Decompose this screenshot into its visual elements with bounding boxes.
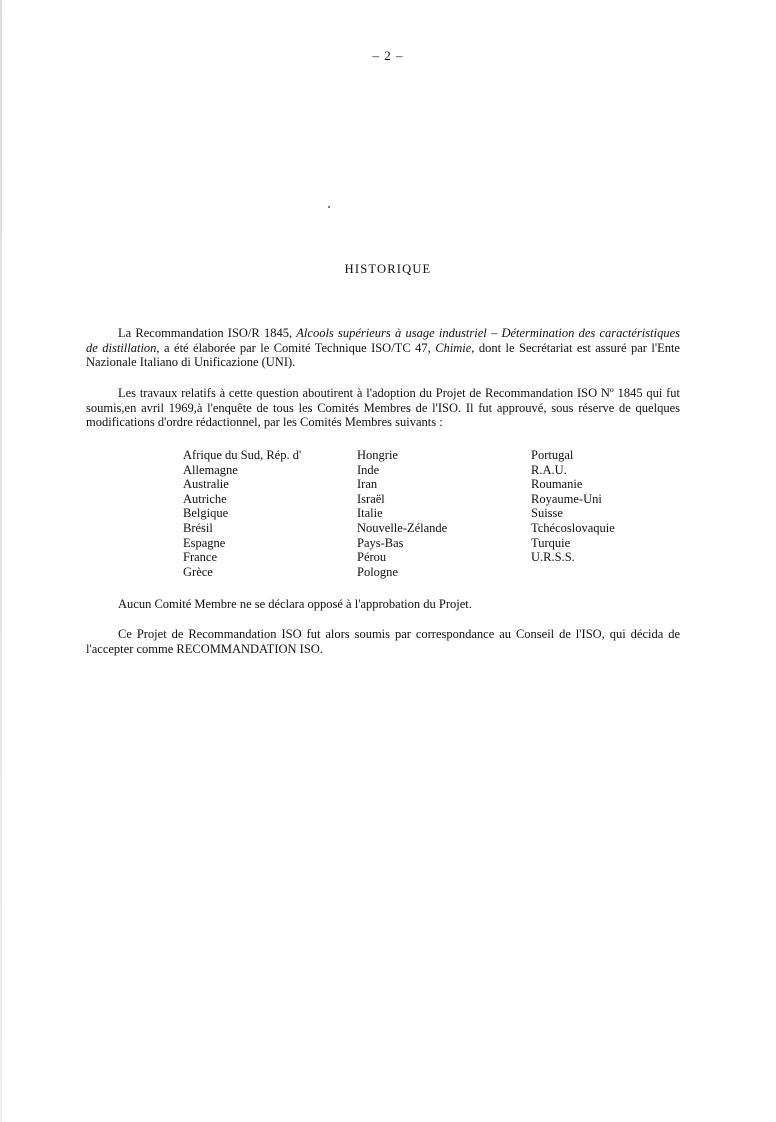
member-column-2 <box>357 448 447 579</box>
member-body: France <box>183 550 218 565</box>
member-body: Brésil <box>183 520 213 535</box>
member-body: Belgique <box>183 506 229 521</box>
member-body: Autriche <box>183 491 227 506</box>
member-body: Espagne <box>183 535 226 550</box>
paragraph-history <box>86 326 680 370</box>
member-body: Pays-Bas <box>357 535 404 550</box>
member-body: Royaume-Uni <box>531 491 602 506</box>
member-body: Suisse <box>531 506 563 521</box>
member-body: Pologne <box>357 564 398 579</box>
scan-edge <box>0 0 2 1122</box>
member-body: U.R.S.S. <box>531 550 575 565</box>
member-bodies-list <box>183 448 663 588</box>
member-body: Portugal <box>531 448 574 462</box>
member-body: Pérou <box>357 550 387 565</box>
member-body: Afrique du Sud, Rép. d' <box>183 448 302 462</box>
paragraph-text: dont le Secrétariat est assuré par l'Ente Nazionale Italiano di Unificazione (UNI). <box>86 340 680 370</box>
scan-speck <box>328 206 330 208</box>
member-body: Inde <box>357 462 380 477</box>
paragraph-approval <box>86 386 680 430</box>
member-body: Grèce <box>183 564 213 579</box>
paragraph-text: Ce Projet de Recommandation ISO fut alors soumis par correspondance au Conseil de l'ISO, qui décida de l'accepter comme RECOMMANDATION ISO. <box>86 627 680 656</box>
paragraph-no-opposition <box>86 597 680 612</box>
member-body: Italie <box>357 506 383 521</box>
member-body: Tchécoslovaquie <box>531 520 615 535</box>
recommendation-title: Alcools supérieurs à usage industriel – Détermination des caractéristiques de distillation, <box>86 326 680 355</box>
paragraph-text: Aucun Comité Membre ne se déclara opposé à l'approbation du Projet. <box>118 597 472 611</box>
member-body: Australie <box>183 477 229 492</box>
member-body: Iran <box>357 477 378 492</box>
member-body: Allemagne <box>183 462 238 477</box>
member-body: R.A.U. <box>531 462 567 477</box>
committee-name: Chimie, <box>435 340 475 355</box>
member-column-3 <box>531 448 615 565</box>
member-body: Turquie <box>531 535 571 550</box>
member-body: Hongrie <box>357 448 398 462</box>
member-body: Nouvelle-Zélande <box>357 520 448 535</box>
section-heading: HISTORIQUE <box>344 262 432 276</box>
paragraph-text: Les travaux relatifs à cette question aboutirent à l'adoption du Projet de Recommandation ISO Nº 1845 qui fut soumis,en avril 1969,à l'enquête de tous les Comités Membres de l'ISO. Il fut approuvé, sous réserve de quelques modifications d'ordre rédactionnel, par les Comités Membres suivants : <box>86 386 680 430</box>
page-number: – 2 – <box>372 48 404 63</box>
member-body: Roumanie <box>531 477 583 492</box>
paragraph-text: La Recommandation ISO/R 1845, <box>118 326 297 340</box>
member-column-1 <box>183 448 301 579</box>
paragraph-text: a été élaborée par le Comité Technique ISO/TC 47, <box>159 340 436 355</box>
member-body: Israël <box>357 491 385 506</box>
paragraph-acceptance <box>86 627 680 656</box>
